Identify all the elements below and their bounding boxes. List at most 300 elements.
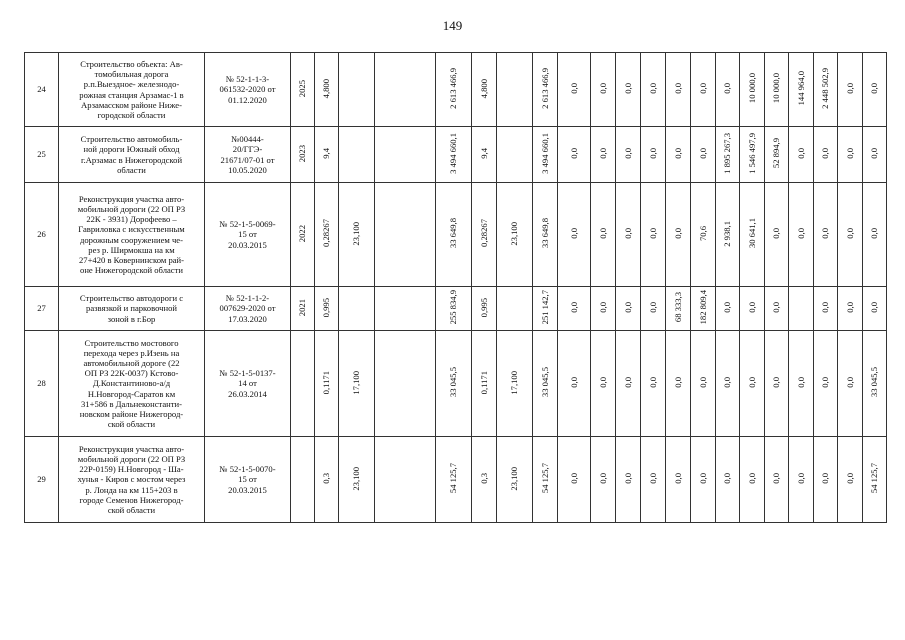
value-cell bbox=[789, 287, 814, 331]
value-cell bbox=[472, 53, 497, 127]
value-text: 0,0 bbox=[722, 377, 733, 388]
value-text: 0,0 bbox=[697, 83, 708, 94]
object-name-line: томобильная дорога bbox=[94, 69, 169, 80]
expertise-document-line: 01.12.2020 bbox=[228, 94, 267, 105]
value-text: 2 938,1 bbox=[722, 220, 733, 247]
value-cell bbox=[863, 53, 887, 127]
value-text: 0,3 bbox=[321, 473, 332, 484]
value-text: 52 894,9 bbox=[771, 138, 782, 169]
value-cell bbox=[497, 127, 533, 183]
value-text: 0,0 bbox=[597, 302, 608, 313]
value-text: 0,0 bbox=[771, 228, 782, 239]
value-cell bbox=[666, 331, 691, 437]
expertise-document-line: 20/ГГЭ- bbox=[232, 144, 263, 155]
object-name-line: Д.Константиново-а/д bbox=[92, 378, 171, 389]
value-text: 0,0 bbox=[672, 83, 683, 94]
value-cell bbox=[691, 331, 716, 437]
object-name-line: р. Лонда на км 115+203 в bbox=[85, 484, 178, 495]
value-cell bbox=[315, 331, 339, 437]
value-cell bbox=[291, 331, 315, 437]
value-text: 17,100 bbox=[351, 370, 362, 395]
value-cell bbox=[375, 183, 436, 287]
object-name-line: развязкой и парковочной bbox=[86, 303, 177, 314]
object-name-line: новском районе Нижегород- bbox=[79, 409, 184, 419]
object-name bbox=[59, 127, 205, 183]
value-text: 0,995 bbox=[321, 297, 332, 318]
expertise-document-line: 20.03.2015 bbox=[228, 484, 267, 495]
value-cell bbox=[641, 331, 666, 437]
expertise-document bbox=[205, 331, 291, 437]
object-name-line: автомобильной дороге (22 bbox=[83, 357, 180, 368]
value-text: 2025 bbox=[297, 79, 308, 97]
object-name-line: мобильной дороги (22 ОП РЗ bbox=[77, 453, 186, 464]
object-name-line: зоной в г.Бор bbox=[107, 313, 156, 324]
value-text: 0,0 bbox=[820, 377, 831, 388]
value-cell bbox=[533, 183, 558, 287]
value-text: 0,0 bbox=[771, 473, 782, 484]
row-number: 26 bbox=[25, 183, 59, 287]
object-name-line: области bbox=[117, 164, 146, 175]
value-cell bbox=[616, 183, 641, 287]
value-cell bbox=[436, 331, 472, 437]
value-cell bbox=[497, 53, 533, 127]
value-cell bbox=[291, 183, 315, 287]
object-name-line: Реконструкция участка авто- bbox=[78, 193, 185, 204]
value-text: 0,0 bbox=[746, 377, 757, 388]
object-name-line: р.п.Выездное- железнодо- bbox=[83, 79, 180, 90]
expertise-document-line: 21671/07-01 от bbox=[220, 154, 275, 165]
value-cell bbox=[838, 287, 863, 331]
value-cell bbox=[765, 183, 789, 287]
value-cell bbox=[339, 127, 375, 183]
object-name bbox=[59, 331, 205, 437]
value-cell bbox=[740, 183, 765, 287]
value-cell bbox=[497, 331, 533, 437]
value-cell bbox=[863, 183, 887, 287]
value-text: 0,0 bbox=[597, 148, 608, 159]
value-text: 33 649,8 bbox=[539, 218, 550, 249]
value-cell bbox=[691, 287, 716, 331]
value-text: 251 142,7 bbox=[539, 290, 550, 325]
value-cell bbox=[472, 127, 497, 183]
value-text: 1 895 267,3 bbox=[722, 132, 733, 174]
object-name-line: ской области bbox=[107, 505, 156, 515]
value-cell bbox=[765, 437, 789, 523]
value-cell bbox=[497, 437, 533, 523]
value-cell bbox=[436, 437, 472, 523]
value-text: 0,0 bbox=[597, 83, 608, 94]
value-cell bbox=[339, 331, 375, 437]
value-cell bbox=[691, 437, 716, 523]
value-cell bbox=[591, 127, 616, 183]
value-text: 0,0 bbox=[622, 228, 633, 239]
object-name bbox=[59, 183, 205, 287]
value-text: 0,0 bbox=[820, 148, 831, 159]
value-text: 0,0 bbox=[697, 377, 708, 388]
value-cell bbox=[375, 287, 436, 331]
value-cell bbox=[472, 437, 497, 523]
object-name-line: городе Семенов Нижегород- bbox=[79, 494, 184, 505]
value-text: 0,0 bbox=[869, 302, 880, 313]
objects-table bbox=[24, 52, 887, 523]
value-text: 0,0 bbox=[844, 302, 855, 313]
value-text: 0,0 bbox=[795, 148, 806, 159]
value-text: 17,100 bbox=[509, 370, 520, 395]
value-text: 2022 bbox=[297, 224, 308, 242]
object-name-line: хунья - Киров с мостом через bbox=[77, 474, 186, 485]
value-cell bbox=[666, 183, 691, 287]
value-text: 33 649,8 bbox=[448, 218, 459, 249]
object-name-line: дорожным сооружением че- bbox=[80, 234, 183, 245]
value-text: 0,0 bbox=[622, 83, 633, 94]
value-cell bbox=[716, 53, 740, 127]
value-cell bbox=[641, 183, 666, 287]
row-number: 28 bbox=[25, 331, 59, 437]
value-cell bbox=[616, 287, 641, 331]
value-text: 0,0 bbox=[844, 83, 855, 94]
object-name-line: ской области bbox=[107, 419, 156, 430]
value-cell bbox=[838, 331, 863, 437]
value-cell bbox=[691, 183, 716, 287]
value-cell bbox=[716, 331, 740, 437]
value-text: 0,0 bbox=[869, 83, 880, 94]
value-text: 0,0 bbox=[820, 302, 831, 313]
value-text: 9,4 bbox=[321, 148, 332, 159]
value-cell bbox=[814, 53, 838, 127]
value-cell bbox=[789, 331, 814, 437]
value-text: 0,0 bbox=[568, 83, 579, 94]
value-cell bbox=[838, 183, 863, 287]
expertise-document-line: 14 от bbox=[238, 378, 257, 389]
value-cell bbox=[765, 287, 789, 331]
expertise-document bbox=[205, 127, 291, 183]
value-cell bbox=[591, 53, 616, 127]
expertise-document-line: № 52-1-5-0069- bbox=[219, 219, 276, 230]
value-text: 54 125,7 bbox=[869, 463, 880, 494]
value-text: 4,800 bbox=[478, 78, 489, 99]
object-name-line: Строительство мостового bbox=[84, 337, 179, 348]
value-text: 0,0 bbox=[746, 473, 757, 484]
value-cell bbox=[591, 287, 616, 331]
value-text: 0,0 bbox=[597, 377, 608, 388]
value-cell bbox=[291, 437, 315, 523]
object-name-line: рез р. Ширмокша на км bbox=[88, 244, 175, 255]
value-text: 0,0 bbox=[697, 148, 708, 159]
value-text: 2023 bbox=[297, 144, 308, 162]
value-cell bbox=[838, 53, 863, 127]
value-text: 0,0 bbox=[771, 377, 782, 388]
value-cell bbox=[375, 127, 436, 183]
value-text: 0,0 bbox=[820, 228, 831, 239]
object-name-line: городской области bbox=[97, 109, 166, 120]
value-cell bbox=[666, 437, 691, 523]
value-text: 33 045,5 bbox=[448, 367, 459, 398]
row-number: 29 bbox=[25, 437, 59, 523]
value-cell bbox=[740, 127, 765, 183]
value-cell bbox=[863, 331, 887, 437]
value-text: 0,0 bbox=[647, 148, 658, 159]
value-text: 33 045,5 bbox=[869, 367, 880, 398]
value-cell bbox=[838, 127, 863, 183]
value-cell bbox=[558, 287, 591, 331]
value-text: 68 333,3 bbox=[672, 292, 683, 323]
value-text: 2021 bbox=[297, 298, 308, 316]
table-row bbox=[25, 287, 887, 331]
table-row bbox=[25, 127, 887, 183]
object-name-line: Строительство объекта: Ав- bbox=[80, 58, 183, 69]
expertise-document bbox=[205, 437, 291, 523]
value-cell bbox=[814, 183, 838, 287]
value-text: 0,1171 bbox=[478, 370, 489, 395]
object-name-line: перехода через р.Изень на bbox=[83, 347, 180, 358]
value-text: 0,0 bbox=[869, 148, 880, 159]
value-cell bbox=[472, 287, 497, 331]
value-text: 23,100 bbox=[351, 221, 362, 246]
value-text: 33 045,5 bbox=[539, 367, 550, 398]
object-name-line: Н.Новгород-Саратов км bbox=[87, 388, 176, 399]
value-cell bbox=[533, 127, 558, 183]
object-name-line: Строительство автодороги с bbox=[79, 293, 184, 304]
value-text: 0,0 bbox=[647, 473, 658, 484]
value-text: 0,0 bbox=[771, 302, 782, 313]
object-name-line: 31+586 в Дальнеконстанти- bbox=[81, 398, 182, 409]
value-cell bbox=[497, 287, 533, 331]
value-text: 0,0 bbox=[647, 377, 658, 388]
value-text: 10 000,0 bbox=[746, 73, 757, 104]
value-cell bbox=[814, 287, 838, 331]
value-cell bbox=[558, 183, 591, 287]
row-number: 25 bbox=[25, 127, 59, 183]
value-text: 2 613 466,9 bbox=[448, 67, 459, 109]
value-cell bbox=[789, 437, 814, 523]
value-text: 0,995 bbox=[478, 297, 489, 318]
value-text: 2 448 502,9 bbox=[820, 67, 831, 109]
value-cell bbox=[789, 127, 814, 183]
value-cell bbox=[291, 287, 315, 331]
object-name-line: 27+420 в Ковернинском рай- bbox=[78, 254, 185, 265]
value-cell bbox=[616, 331, 641, 437]
expertise-document bbox=[205, 53, 291, 127]
value-text: 3 494 660,1 bbox=[539, 132, 550, 174]
value-cell bbox=[375, 437, 436, 523]
value-text: 1 546 497,9 bbox=[746, 132, 757, 174]
value-text: 0,0 bbox=[647, 302, 658, 313]
value-cell bbox=[789, 53, 814, 127]
object-name-line: Строительство автомобиль- bbox=[80, 134, 183, 145]
expertise-document-line: 20.03.2015 bbox=[228, 239, 267, 250]
expertise-document-line: 061532-2020 от bbox=[219, 84, 276, 95]
value-text: 0,0 bbox=[844, 377, 855, 388]
value-text: 0,0 bbox=[622, 473, 633, 484]
value-text: 0,1171 bbox=[321, 370, 332, 395]
value-cell bbox=[558, 437, 591, 523]
value-text: 0,28267 bbox=[478, 219, 489, 248]
value-cell bbox=[716, 287, 740, 331]
object-name-line: Арзамасском районе Ниже- bbox=[81, 99, 182, 110]
value-cell bbox=[375, 53, 436, 127]
value-text: 0,0 bbox=[672, 473, 683, 484]
value-cell bbox=[339, 53, 375, 127]
value-cell bbox=[691, 53, 716, 127]
object-name bbox=[59, 287, 205, 331]
value-text: 0,0 bbox=[795, 228, 806, 239]
value-cell bbox=[558, 127, 591, 183]
expertise-document-line: №00444- bbox=[231, 134, 264, 145]
value-cell bbox=[641, 53, 666, 127]
value-text: 0,0 bbox=[597, 473, 608, 484]
value-cell bbox=[716, 437, 740, 523]
object-name bbox=[59, 53, 205, 127]
value-cell bbox=[339, 437, 375, 523]
value-cell bbox=[497, 183, 533, 287]
value-cell bbox=[591, 183, 616, 287]
value-text: 255 834,9 bbox=[448, 290, 459, 325]
value-cell bbox=[436, 127, 472, 183]
value-cell bbox=[740, 53, 765, 127]
value-text: 30 641,1 bbox=[746, 218, 757, 249]
value-text: 3 494 660,1 bbox=[448, 132, 459, 174]
value-text: 0,0 bbox=[597, 228, 608, 239]
value-cell bbox=[789, 183, 814, 287]
expertise-document-line: № 52-1-5-0137- bbox=[219, 368, 276, 379]
value-text: 70,6 bbox=[697, 225, 708, 241]
value-cell bbox=[716, 127, 740, 183]
value-cell bbox=[814, 437, 838, 523]
value-cell bbox=[533, 331, 558, 437]
value-text: 0,0 bbox=[722, 473, 733, 484]
value-cell bbox=[533, 53, 558, 127]
value-text: 144 964,0 bbox=[795, 71, 806, 106]
value-text: 23,100 bbox=[509, 466, 520, 491]
value-cell bbox=[375, 331, 436, 437]
value-cell bbox=[716, 183, 740, 287]
value-cell bbox=[765, 127, 789, 183]
expertise-document bbox=[205, 287, 291, 331]
value-cell bbox=[436, 183, 472, 287]
value-cell bbox=[666, 287, 691, 331]
value-cell bbox=[339, 183, 375, 287]
value-text: 0,28267 bbox=[321, 219, 332, 248]
value-cell bbox=[666, 127, 691, 183]
value-cell bbox=[533, 437, 558, 523]
value-cell bbox=[740, 287, 765, 331]
value-cell bbox=[863, 437, 887, 523]
table-row bbox=[25, 183, 887, 287]
value-text: 54 125,7 bbox=[448, 463, 459, 494]
value-cell bbox=[838, 437, 863, 523]
value-cell bbox=[814, 331, 838, 437]
expertise-document bbox=[205, 183, 291, 287]
value-text: 0,0 bbox=[697, 473, 708, 484]
value-cell bbox=[641, 127, 666, 183]
value-cell bbox=[641, 437, 666, 523]
value-cell bbox=[641, 287, 666, 331]
value-cell bbox=[616, 437, 641, 523]
object-name-line: ОП РЗ 22К-0037) Кстово- bbox=[84, 368, 179, 379]
value-cell bbox=[558, 53, 591, 127]
value-cell bbox=[339, 287, 375, 331]
value-cell bbox=[315, 53, 339, 127]
value-text: 0,0 bbox=[672, 228, 683, 239]
value-cell bbox=[814, 127, 838, 183]
value-cell bbox=[591, 437, 616, 523]
value-cell bbox=[740, 437, 765, 523]
value-cell bbox=[691, 127, 716, 183]
expertise-document-line: № 52-1-1-3- bbox=[225, 74, 270, 85]
expertise-document-line: № 52-1-1-2- bbox=[225, 293, 270, 304]
value-cell bbox=[533, 287, 558, 331]
value-text: 23,100 bbox=[509, 221, 520, 246]
object-name-line: ной дороги Южный обход bbox=[83, 144, 180, 155]
page-number: 149 bbox=[442, 18, 463, 33]
value-text: 0,0 bbox=[568, 228, 579, 239]
value-cell bbox=[863, 127, 887, 183]
value-cell bbox=[291, 127, 315, 183]
value-text: 0,0 bbox=[622, 377, 633, 388]
row-number: 27 bbox=[25, 287, 59, 331]
value-text: 0,0 bbox=[568, 148, 579, 159]
object-name-line: Гавриловка с искусственным bbox=[78, 224, 185, 235]
value-cell bbox=[472, 331, 497, 437]
object-name-line: г.Арзамас в Нижегородской bbox=[80, 154, 183, 165]
expertise-document-line: № 52-1-5-0070- bbox=[219, 464, 276, 475]
value-text: 0,0 bbox=[622, 148, 633, 159]
value-text: 0,0 bbox=[844, 148, 855, 159]
value-text: 0,0 bbox=[844, 228, 855, 239]
expertise-document-line: 10.05.2020 bbox=[228, 164, 267, 175]
value-cell bbox=[616, 53, 641, 127]
value-text: 0,0 bbox=[647, 228, 658, 239]
object-name-line: 22К - 3931) Дорофеево – bbox=[86, 214, 177, 225]
table-row bbox=[25, 53, 887, 127]
value-cell bbox=[616, 127, 641, 183]
value-text: 0,0 bbox=[568, 302, 579, 313]
value-text: 0,0 bbox=[568, 377, 579, 388]
value-cell bbox=[740, 331, 765, 437]
table-row bbox=[25, 331, 887, 437]
value-text: 0,0 bbox=[672, 148, 683, 159]
value-cell bbox=[765, 53, 789, 127]
value-cell bbox=[315, 127, 339, 183]
value-cell bbox=[472, 183, 497, 287]
value-cell bbox=[315, 287, 339, 331]
value-text: 0,0 bbox=[746, 302, 757, 313]
value-text: 2 613 466,9 bbox=[539, 67, 550, 109]
object-name-line: мобильной дороги (22 ОП РЗ bbox=[77, 203, 186, 214]
value-text: 0,0 bbox=[672, 377, 683, 388]
expertise-document-line: 17.03.2020 bbox=[228, 313, 267, 324]
value-text: 0,0 bbox=[722, 83, 733, 94]
value-cell bbox=[315, 437, 339, 523]
value-text: 0,0 bbox=[722, 302, 733, 313]
value-text: 0,0 bbox=[820, 473, 831, 484]
value-cell bbox=[765, 331, 789, 437]
value-text: 0,3 bbox=[478, 473, 489, 484]
value-text: 9,4 bbox=[478, 148, 489, 159]
row-number: 24 bbox=[25, 53, 59, 127]
value-text: 0,0 bbox=[647, 83, 658, 94]
value-text: 10 000,0 bbox=[771, 73, 782, 104]
value-cell bbox=[558, 331, 591, 437]
value-text: 0,0 bbox=[795, 473, 806, 484]
value-text: 0,0 bbox=[844, 473, 855, 484]
expertise-document-line: 15 от bbox=[238, 474, 257, 485]
expertise-document-line: 007629-2020 от bbox=[219, 303, 276, 314]
value-cell bbox=[436, 287, 472, 331]
object-name-line: 22Р-0159) Н.Новгород - Ша- bbox=[79, 464, 184, 475]
expertise-document-line: 15 от bbox=[238, 229, 257, 240]
value-cell bbox=[591, 331, 616, 437]
